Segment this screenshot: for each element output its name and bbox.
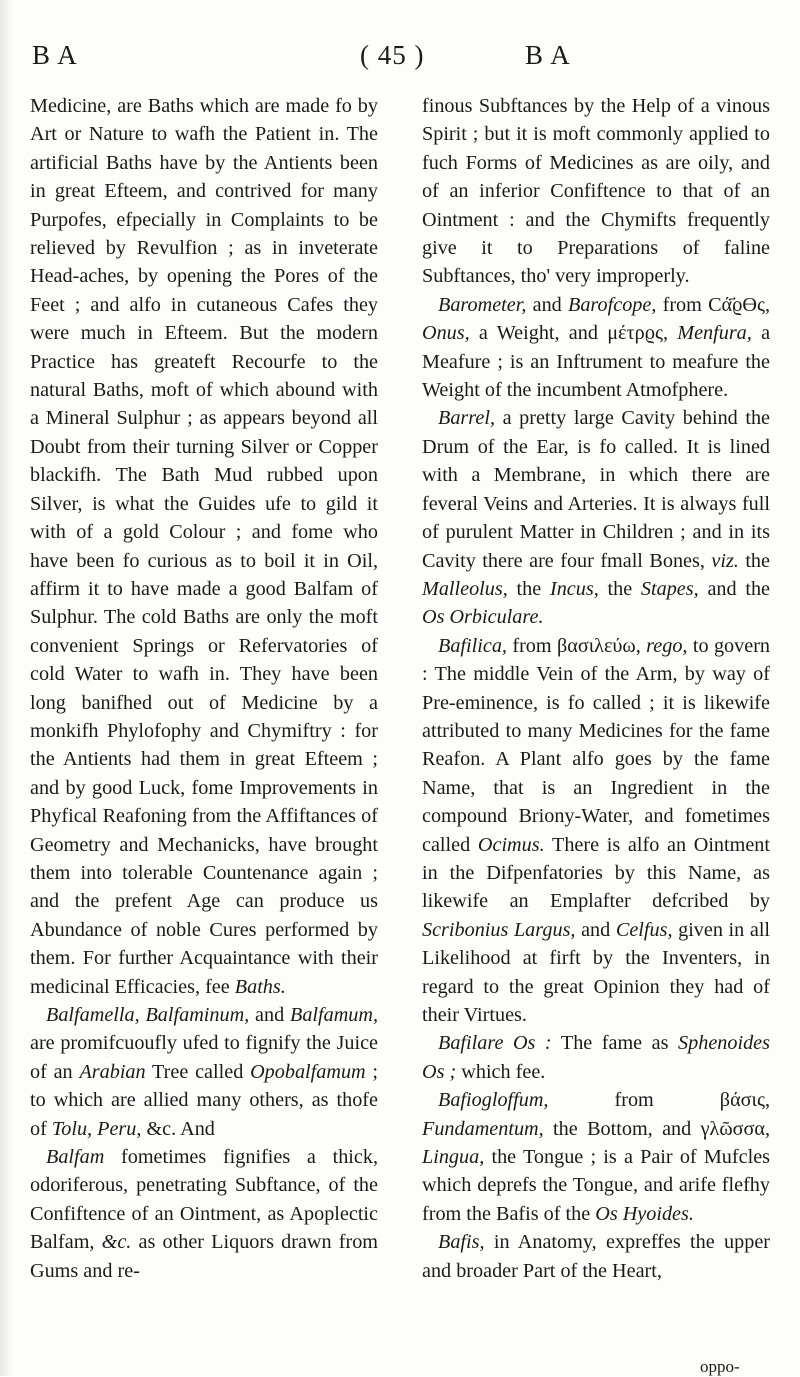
barometer-from: from [662,293,702,316]
greek-glossa: γλῶσσα, [700,1117,770,1140]
opobalfamum-text: Opobalfamum [250,1060,366,1083]
the-text: the [745,549,770,572]
incus-text: Incus, [549,577,599,600]
the-text-3: the [607,577,633,600]
entry-baths-continued [30,92,378,1001]
headword-barrel: Barrel, [438,407,496,430]
baths-cross-reference: Baths. [234,975,286,998]
headword-basioglossum: Bafiogloffum, [438,1089,549,1112]
lingua-text: Lingua, [422,1146,485,1169]
entry-balsamum [30,1001,378,1143]
running-head-left: B A [32,40,78,70]
greek-baros: Cά҃ϱϴς, [708,293,771,316]
basis-text: in Anatomy, expreffes the upper and broader Part of the Heart, [422,1231,770,1282]
basilica-text: to govern : The middle Vein of the Arm, by way of Pre-eminence, is fo called ; it is likewife attributed to many Medicines for the fame Reafon. A Plant alfo goes by the fame Name, that is an Ingredient in the compound Briony-Water, and fometimes called [422,634,771,856]
basio-text-2: the Tongue ; is a Pair of Mufcles which deprefs the Tongue, and arife flefhy from the Bafis of the [422,1146,771,1225]
headword-balfam: Balfam [46,1146,105,1169]
entry-basilare [422,1029,770,1086]
running-head-right: B A [525,40,571,70]
entry-balsam-continued [422,92,770,291]
stapes-text: Stapes, [640,577,699,600]
barrel-text: a pretty large Cavity behind the Drum of the Ear, is fo called. It is lined with a Membrane, in which there are feveral Veins and Arteries. It is always full of purulent Matter in Children ; and in its Cavity there are four fmall Bones, [422,407,771,572]
viz-text: viz. [711,549,739,572]
basilica-text-3: given in all Likelihood at firft by the Inventers, in regard to the great Opinion they had of their Virtues. [422,918,771,1026]
onus-text: Onus, [422,322,470,345]
balsamum-text: are promifcuoufly ufed to fignify the Juice of an [30,1032,378,1083]
page-number: ( 45 ) [360,40,425,70]
headword-basis: Bafis, [438,1231,485,1254]
arabian-text: Arabian [79,1060,146,1083]
entry-barrel [422,404,770,631]
tolu-peru-text: Tolu, Peru, [51,1117,142,1140]
headword-basilica: Bafilica, [438,634,507,657]
scribonius-text: Scribonius Largus, [422,918,576,941]
and-the-text: and the [707,577,770,600]
balsamum-text-4: &c. And [146,1117,215,1140]
barometer-text: a Weight, and [478,322,598,345]
greek-basis: βάσις, [719,1089,770,1112]
entry-basilica [422,632,770,1030]
basilica-text-2: There is alfo an Ointment in the Difpenfatories by this Name, as likewife an Emplafter defcribed by [422,833,771,913]
right-column [422,92,770,1285]
basio-text: the Bottom, and [553,1117,692,1140]
binding-shadow [0,0,14,1376]
headword-balfamella: Balfamella, [46,1004,140,1026]
entry-basioglossum [422,1086,770,1228]
basilica-from: from [512,634,552,657]
balsam-text-2: as other Liquors drawn from Gums and re- [30,1231,378,1282]
balsam-text: fometimes fignifies a thick, odoriferous, penetrating Subftance, of the Confiftence of an Ointment, as Apoplectic Balfam, [30,1146,378,1254]
left-column [30,92,378,1285]
headword-baroscope: Barofcope, [568,293,657,316]
running-head [0,40,800,84]
fundamentum-text: Fundamentum, [422,1117,544,1140]
basilare-text: The fame as [560,1032,669,1055]
headword-basilare: Bafilare Os : [438,1032,552,1055]
balsamum-text-3: ; to which are allied many others, as thofe of [30,1060,379,1140]
entry-basis [422,1228,770,1285]
greek-basileuo: βασιλεύω, [557,634,641,657]
conjunction-text: and [255,1004,285,1026]
etc-text: &c. [101,1231,132,1254]
sphenoides-text: Sphenoides Os ; [422,1032,770,1083]
headword-balfamum: Balfamum, [289,1004,379,1026]
catchword: oppo- [700,1357,740,1376]
barometer-text-2: a Meafure ; is an Inftrument to meafure the Weight of the incumbent Atmofphere. [422,322,771,402]
entry-balsam [30,1143,378,1285]
balsamum-text-2: Tree called [152,1060,244,1083]
entry-barometer [422,291,770,405]
ocimus-text: Ocimus. [477,833,545,856]
greek-metron: μέτρϱς, [607,322,669,345]
barometer-and: and [532,293,562,316]
basilica-and: and [581,918,611,941]
celsus-text: Celfus, [615,918,673,941]
os-orbiculare-text: Os Orbiculare. [422,606,544,629]
malleolus-text: Malleolus, [422,577,508,600]
baths-text: Medicine, are Baths which are made fo by Art or Nature to wafh the Patient in. The artificial Baths have by the Antients been in great Efteem, and contrived for many Purpofes, efpecially in Complaints to be relieved by Revulfion ; as in inveterate Head-aches, by opening the Pores of the Feet ; and alfo in cutaneous Cafes they were much in Efteem. But the modern Practice has greateft Recourfe to the natural Baths, moft of which abound with a Mineral Sulphur ; as appears beyond all Doubt from their turning Silver or Copper blackifh. The Bath Mud rubbed upon Silver, is what the Guides ufe to gild it with of a gold Colour ; and fome who have been fo curious as to boil it in Oil, affirm it to have made a good Balfam of Sulphur. The cold Baths are only the moft convenient Springs or Refervatories of cold Water to wafh in. They have been long banifhed out of Medicine by a monkifh Phylofophy and Chymiftry : for the Antients had them in great Efteem ; and by good Luck, fome Improvements in Phyfical Reafoning from the Affiftances of Geometry and Mechanicks, have brought them into tolerable Countenance again ; and the prefent Age can produce us Abundance of noble Cures performed by them. For further Acquaintance with their medicinal Efficacies, fee [30,95,378,998]
headword-balfaminum: Balfaminum, [145,1004,250,1026]
rego-text: rego, [646,634,688,657]
basio-from: from [614,1089,654,1112]
balsam-continued-text: finous Subftances by the Help of a vinous Spirit ; but it is moft commonly applied to fuch Forms of Medicines as are oily, and of an inferior Confiftence to that of an Ointment : and the Chymifts frequently give it to Preparations of faline Subftances, tho' very improperly. [422,95,770,288]
headword-barometer: Barometer, [438,293,527,316]
os-hyoides-text: Os Hyoides. [595,1202,694,1225]
basilare-text-2: which fee. [461,1060,546,1083]
the-text-2: the [516,577,542,600]
menfura-text: Menfura, [677,322,752,345]
